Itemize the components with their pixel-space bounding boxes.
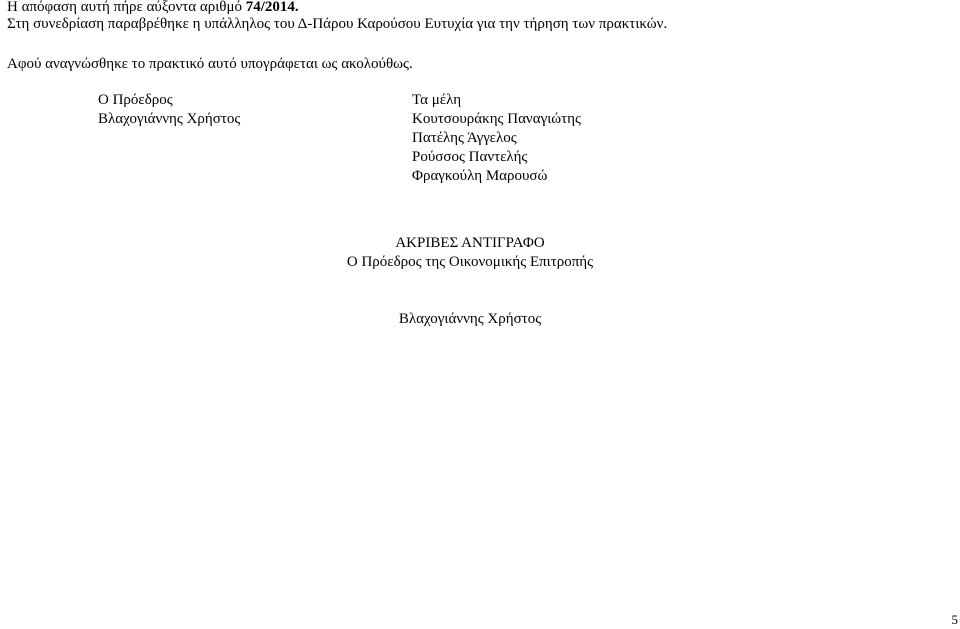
certified-copy-signer bbox=[0, 310, 940, 329]
member-name: Πατέλης Άγγελος bbox=[412, 130, 517, 146]
session-line: Στη συνεδρίαση παραβρέθηκε η υπάλληλος του Δ-Πάρου Καρούσου Ευτυχία για την τήρηση των πρακτικών. bbox=[7, 16, 668, 32]
signature-intro-line: Αφού αναγνώσθηκε το πρακτικό αυτό υπογράφεται ως ακολούθως. bbox=[7, 56, 413, 72]
decision-prefix-text: Η απόφαση αυτή πήρε αύξοντα αριθμό bbox=[7, 0, 246, 15]
president-title: Ο Πρόεδρος bbox=[98, 92, 173, 108]
member-name: Κουτσουράκης Παναγιώτης bbox=[412, 111, 581, 127]
certified-copy-role: Ο Πρόεδρος της Οικονομικής Επιτροπής bbox=[346, 254, 594, 270]
decision-number-line bbox=[7, 0, 299, 16]
president-signature-block bbox=[98, 91, 240, 129]
member-name: Ρούσσος Παντελής bbox=[412, 149, 528, 165]
members-title: Τα μέλη bbox=[412, 92, 462, 108]
president-name: Βλαχογιάννης Χρήστος bbox=[98, 111, 241, 127]
members-signature-block bbox=[412, 91, 581, 186]
certified-copy-block bbox=[0, 234, 940, 272]
decision-number: 74/2014. bbox=[245, 0, 299, 15]
certified-copy-heading: ΑΚΡΙΒΕΣ ΑΝΤΙΓΡΑΦΟ bbox=[395, 235, 545, 251]
member-name: Φραγκούλη Μαρουσώ bbox=[412, 168, 548, 184]
page-number: 5 bbox=[951, 612, 958, 627]
certified-copy-name: Βλαχογιάννης Χρήστος bbox=[398, 311, 542, 327]
